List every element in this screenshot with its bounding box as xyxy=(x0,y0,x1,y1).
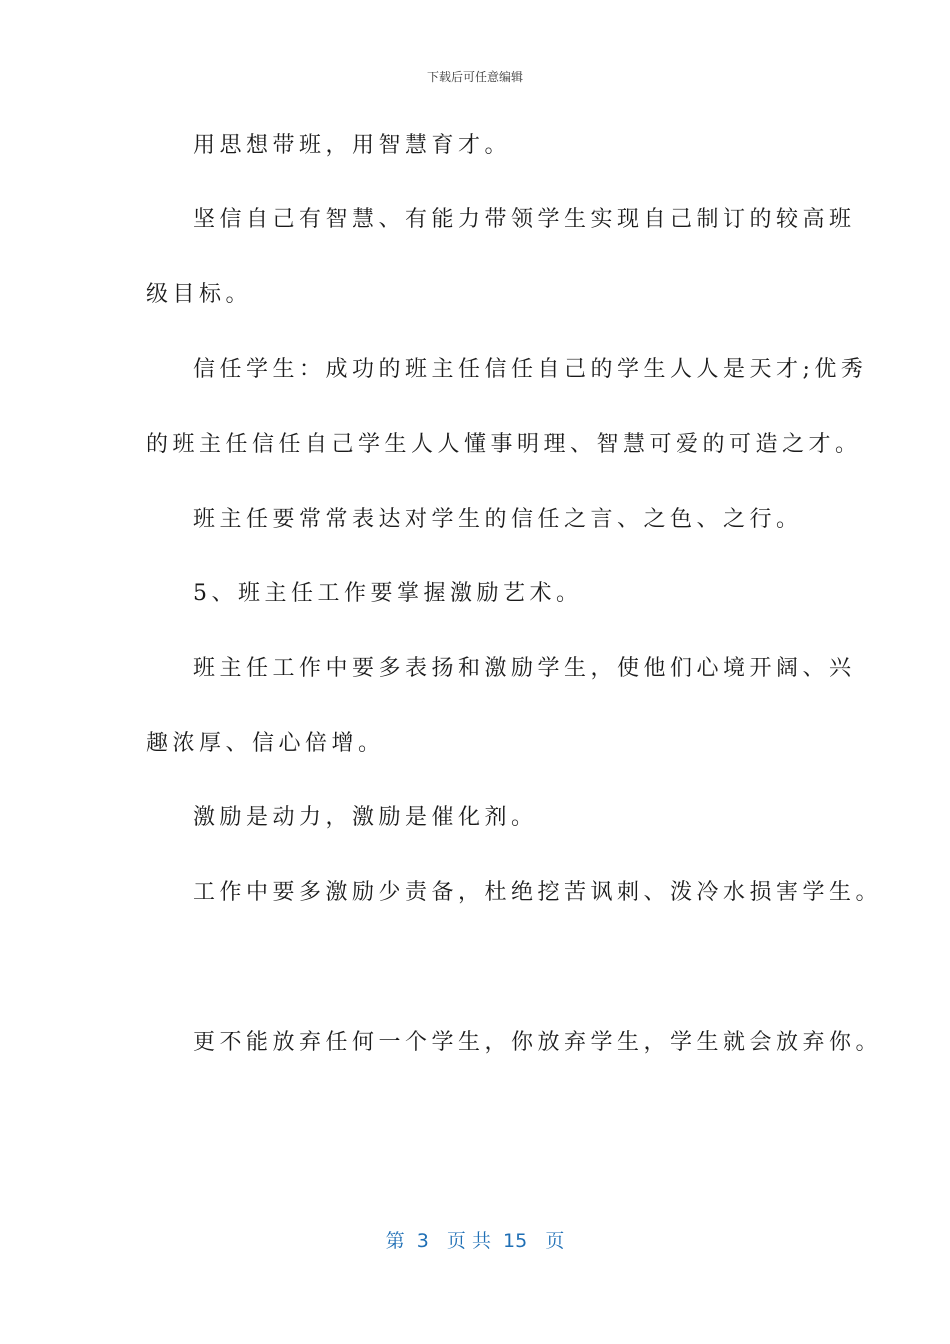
paragraph-line: 激励是动力，激励是催化剂。 xyxy=(193,805,538,830)
paragraph-line: 的班主任信任自己学生人人懂事明理、智慧可爱的可造之才。 xyxy=(146,432,862,457)
paragraph-line: 信任学生：成功的班主任信任自己的学生人人是天才;优秀 xyxy=(193,357,868,382)
paragraph-line: 5、班主任工作要掌握激励艺术。 xyxy=(193,581,583,606)
page-number-footer: 第 3 页 共 15 页 xyxy=(385,1230,565,1252)
paragraph-line: 班主任要常常表达对学生的信任之言、之色、之行。 xyxy=(193,507,803,532)
paragraph-line: 班主任工作中要多表扬和激励学生，使他们心境开阔、兴 xyxy=(193,656,856,681)
header-note: 下载后可任意编辑 xyxy=(426,70,523,84)
paragraph-line: 工作中要多激励少责备，杜绝挖苦讽刺、泼冷水损害学生。 xyxy=(193,880,883,905)
paragraph-line: 用思想带班，用智慧育才。 xyxy=(193,133,512,158)
paragraph-line: 趣浓厚、信心倍增。 xyxy=(146,731,385,756)
paragraph-line: 坚信自己有智慧、有能力带领学生实现自己制订的较高班 xyxy=(193,207,856,232)
paragraph-line: 级目标。 xyxy=(146,282,253,307)
paragraph-line: 更不能放弃任何一个学生，你放弃学生，学生就会放弃你。 xyxy=(193,1030,883,1055)
